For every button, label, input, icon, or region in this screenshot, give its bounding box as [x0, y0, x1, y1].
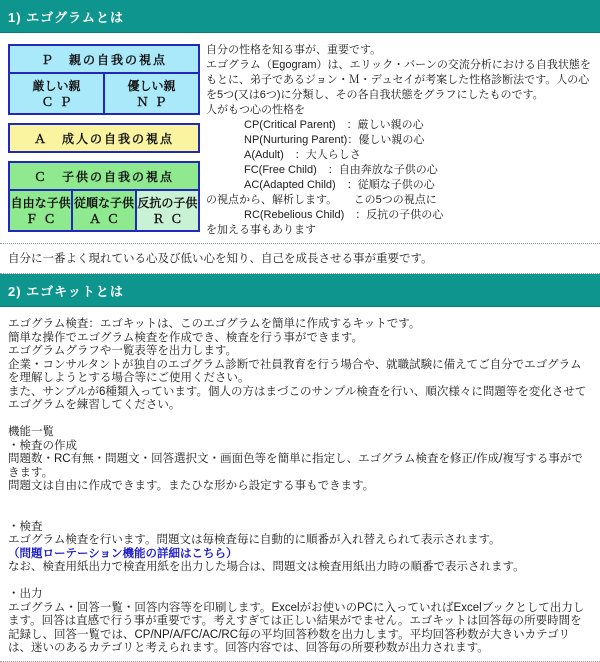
- adult-ego-title: Ａ 成人の自我の視点: [33, 132, 174, 146]
- text-line: AC(Adapted Child) ：従順な子供の心: [244, 179, 435, 191]
- text-line: 自分の性格を知る事が、重要です。: [206, 44, 382, 56]
- cell-np-code: ＮＰ: [136, 95, 173, 109]
- dotted-separator: [0, 661, 600, 662]
- cell-ac-code: ＡＣ: [88, 212, 125, 226]
- text-line: エゴグラム・回答一覧・回答内容等を印刷します。Excelがお使いのPCに入っていればExcelブックとして出力します。回答は直感で行う事が重要です。考えすぎては正しい結果がでません。エゴキットは回答毎の所要時間を記録し、回答一覧では、CP/NP/A/FC/AC/RC毎の平均回答秒数を出力します。平均回答秒数が大きいカテゴリは、迷いのあるカテゴリと考えられます。回答内容では、回答毎の所要秒数が出力されます。: [8, 601, 585, 654]
- cell-rc-code: ＲＣ: [152, 212, 189, 226]
- parent-ego-box: [8, 44, 200, 115]
- section2-body: [0, 307, 600, 658]
- text-line: NP(Nurturing Parent)：優しい親の心: [244, 134, 425, 146]
- text-line: なお、検査用紙出力で検査用紙を出力した場合は、問題文は検査用紙出力時の順番で表示されます。: [8, 561, 525, 573]
- text-line: 簡単な操作でエゴグラム検査を作成でき、検査を行う事ができます。: [8, 331, 364, 344]
- cell-cp: [10, 74, 103, 113]
- cell-np-label: 優しい親: [127, 79, 176, 93]
- section1-content: [0, 33, 600, 240]
- text-line: A(Adult) ：大人らしさ: [244, 149, 361, 161]
- child-ego-title: Ｃ 子供の自我の視点: [33, 170, 174, 184]
- text-line: また、サンプルが6種類入っています。個人の方はまづこのサンプル検査を行い、順次様々に問題等を変化させてエゴグラムを練習してください。: [8, 385, 587, 411]
- cell-ac: [71, 191, 134, 230]
- child-ego-box: [8, 161, 200, 232]
- text-line: 企業・コンサルタントが独自のエゴグラム診断で社員教育を行う場合や、就職試験に備えてご自分でエゴグラムを理解しようとする場合等にご使用ください。: [8, 358, 582, 384]
- text-line: ・検査: [8, 520, 43, 533]
- text-line: RC(Rebelious Child) ：反抗の子供の心: [244, 209, 444, 221]
- cell-ac-label: 従順な子供: [73, 196, 134, 210]
- cell-fc-label: 自由な子供: [10, 196, 71, 210]
- text-line: エゴグラムグラフや一覧表等を出力します。: [8, 345, 237, 357]
- text-line: ・出力: [8, 588, 43, 600]
- text-line: [8, 494, 592, 508]
- text-line: [8, 413, 592, 427]
- cell-rc-label: 反抗の子供: [137, 196, 198, 210]
- section2-header: 2) エゴキットとは: [0, 274, 600, 307]
- cell-rc: [135, 191, 198, 230]
- parent-ego-title: Ｐ 親の自我の視点: [40, 53, 167, 67]
- text-line: ・検査の作成: [8, 439, 77, 452]
- text-line: 問題文は自由に作成できます。またひな形から設定する事もできます。: [8, 480, 375, 492]
- text-line: CP(Critical Parent) ：厳しい親の心: [244, 119, 424, 131]
- adult-ego-box: [8, 123, 200, 153]
- text-line: を加える事もあります: [206, 224, 316, 236]
- text-line: 機能一覧: [8, 426, 54, 438]
- text-line: エゴグラム（Egogram）は、エリック・バーンの交流分析における自我状態をもとに、弟子であるジョン・Ｍ・デュセイが考案した性格診断法です。人の心を5つ(又は6つ)に分類し、その各自我状態をグラフにしたものです。: [206, 59, 591, 101]
- text-line: エゴグラム検査：エゴキットは、このエゴグラムを簡単に作成するキットです。: [8, 318, 421, 330]
- section1-note: 自分に一番よく現れている心及び低い心を知り、自己を成長させる事が重要です。: [8, 253, 433, 265]
- text-line: 人がもつ心の性格を: [206, 104, 305, 116]
- cell-fc: [10, 191, 71, 230]
- text-line: の視点から、解析します。 この5つの視点に: [206, 194, 437, 206]
- cell-fc-code: ＦＣ: [25, 212, 62, 226]
- text-line: [8, 507, 592, 521]
- cell-cp-code: ＣＰ: [41, 95, 78, 109]
- cell-np: [103, 74, 198, 113]
- text-line: エゴグラム検査を行います。問題文は毎検査毎に自動的に順番が入れ替えられて表示されます。: [8, 534, 501, 546]
- section1-description: [200, 42, 594, 240]
- section1-header: 1) エゴグラムとは: [0, 0, 600, 33]
- egogram-diagram: [8, 42, 200, 240]
- text-line: [8, 575, 592, 589]
- text-line: 問題数・RC有無・問題文・回答選択文・画面色等を簡単に指定し、エゴグラム検査を修正/作成/複写する事ができます。: [8, 453, 583, 479]
- rotation-detail-link[interactable]: （問題ローテーション機能の詳細はこちら）: [8, 547, 238, 560]
- text-line: FC(Free Child) ：自由奔放な子供の心: [244, 164, 438, 176]
- cell-cp-label: 厳しい親: [32, 79, 81, 93]
